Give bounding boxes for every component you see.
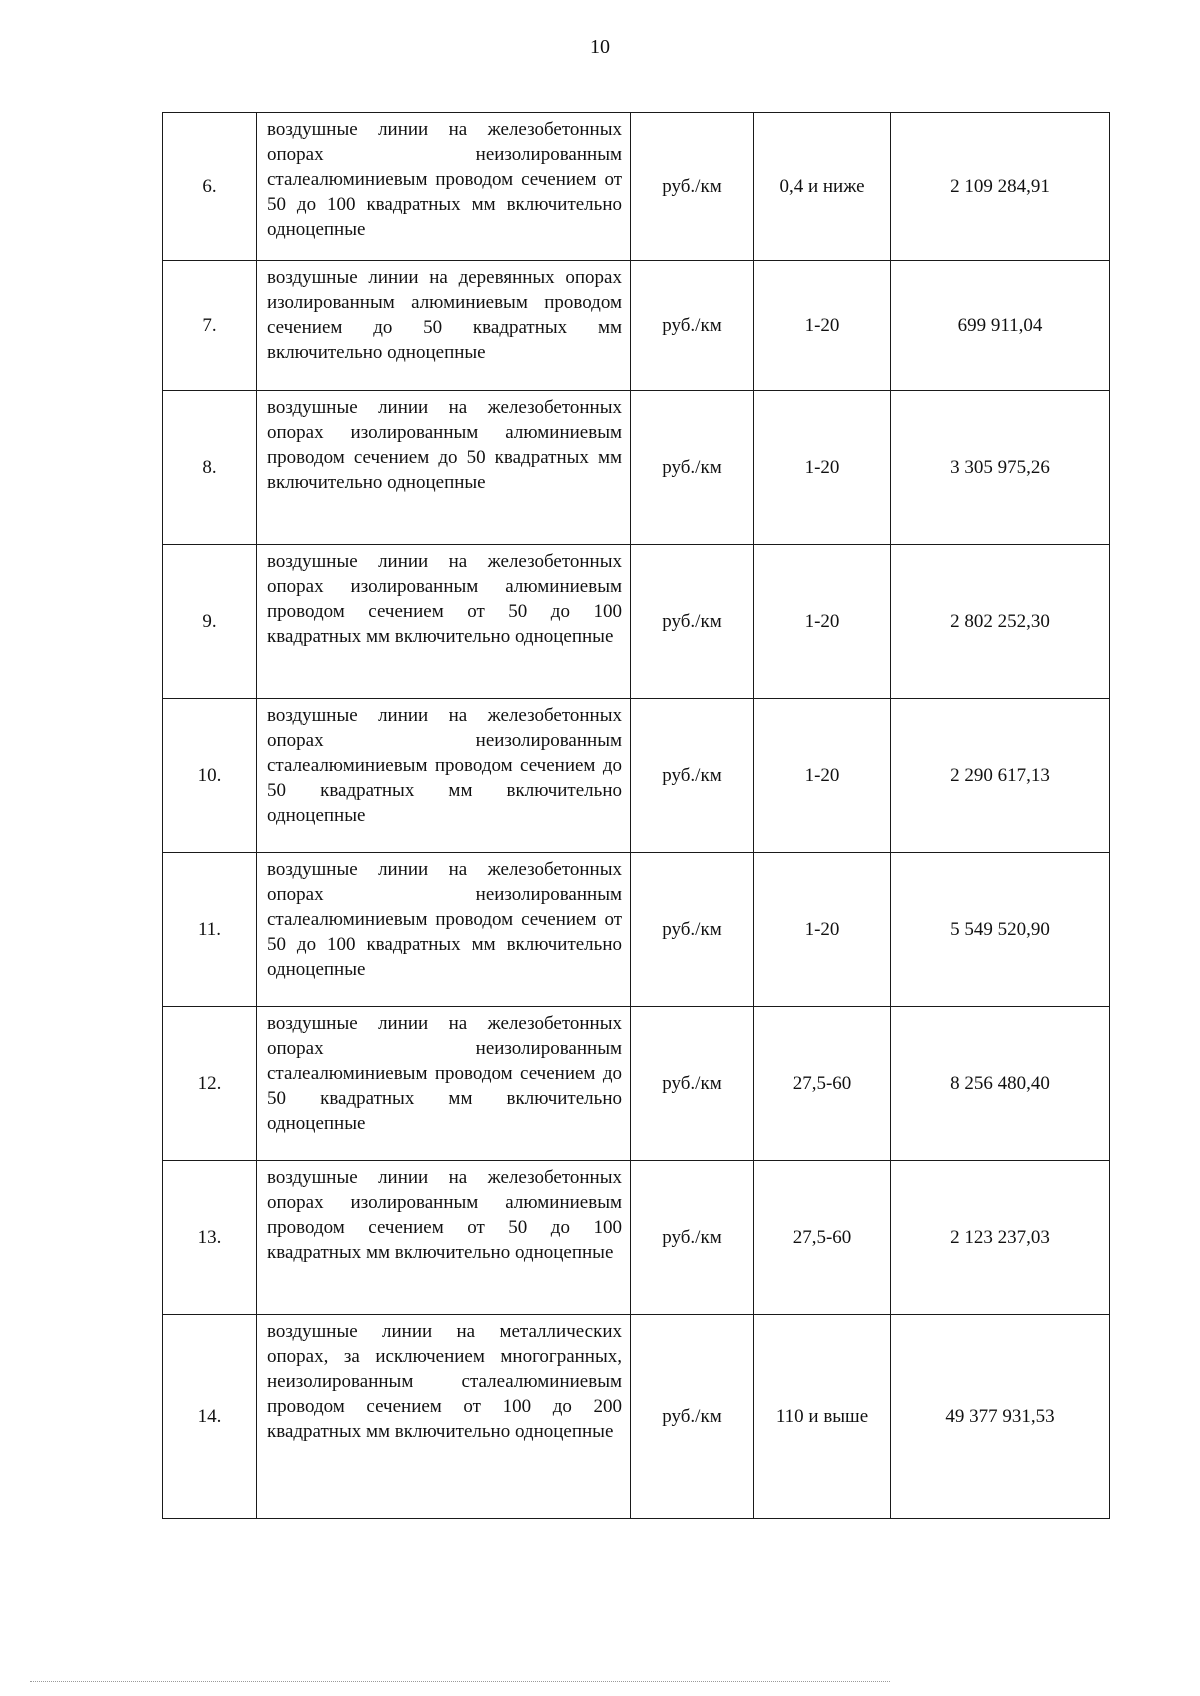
row-price: 3 305 975,26	[891, 391, 1110, 545]
scan-edge-line	[30, 1681, 890, 1682]
row-number: 8.	[163, 391, 257, 545]
row-voltage: 1-20	[754, 699, 891, 853]
row-unit: руб./км	[631, 261, 754, 391]
row-unit: руб./км	[631, 113, 754, 261]
row-unit: руб./км	[631, 853, 754, 1007]
row-unit: руб./км	[631, 545, 754, 699]
table-row	[163, 113, 1110, 261]
table-row	[163, 391, 1110, 545]
row-unit: руб./км	[631, 391, 754, 545]
row-number: 9.	[163, 545, 257, 699]
row-price: 2 290 617,13	[891, 699, 1110, 853]
row-voltage: 110 и выше	[754, 1315, 891, 1519]
table-row	[163, 853, 1110, 1007]
row-price: 2 123 237,03	[891, 1161, 1110, 1315]
table-row	[163, 1315, 1110, 1519]
row-price: 2 802 252,30	[891, 545, 1110, 699]
row-unit: руб./км	[631, 1007, 754, 1161]
row-price: 699 911,04	[891, 261, 1110, 391]
row-voltage: 27,5-60	[754, 1007, 891, 1161]
row-unit: руб./км	[631, 699, 754, 853]
row-unit: руб./км	[631, 1161, 754, 1315]
row-voltage: 1-20	[754, 853, 891, 1007]
table-row	[163, 699, 1110, 853]
row-voltage: 1-20	[754, 545, 891, 699]
row-price: 2 109 284,91	[891, 113, 1110, 261]
row-description: воздушные линии на железобетонных опорах изолированным алюминиевым проводом сечением от 50 до 100 квадратных мм включительно одноцепные	[257, 1161, 631, 1315]
page-number: 10	[590, 36, 610, 58]
table-row	[163, 1007, 1110, 1161]
row-number: 7.	[163, 261, 257, 391]
tariff-table	[162, 112, 1110, 1519]
row-number: 14.	[163, 1315, 257, 1519]
row-price: 5 549 520,90	[891, 853, 1110, 1007]
row-voltage: 0,4 и ниже	[754, 113, 891, 261]
row-unit: руб./км	[631, 1315, 754, 1519]
row-description: воздушные линии на деревянных опорах изолированным алюминиевым проводом сечением до 50 квадратных мм включительно одноцепные	[257, 261, 631, 391]
row-price: 49 377 931,53	[891, 1315, 1110, 1519]
row-description: воздушные линии на железобетонных опорах неизолированным сталеалюминиевым проводом сечением от 50 до 100 квадратных мм включительно одноцепные	[257, 113, 631, 261]
row-description: воздушные линии на железобетонных опорах изолированным алюминиевым проводом сечением от 50 до 100 квадратных мм включительно одноцепные	[257, 545, 631, 699]
row-description: воздушные линии на железобетонных опорах неизолированным сталеалюминиевым проводом сечением до 50 квадратных мм включительно одноцепные	[257, 1007, 631, 1161]
row-description: воздушные линии на железобетонных опорах изолированным алюминиевым проводом сечением до 50 квадратных мм включительно одноцепные	[257, 391, 631, 545]
table-row	[163, 545, 1110, 699]
row-description: воздушные линии на металлических опорах, за исключением многогранных, неизолированным сталеалюминиевым проводом сечением от 100 до 200 квадратных мм включительно одноцепные	[257, 1315, 631, 1519]
row-number: 12.	[163, 1007, 257, 1161]
table-row	[163, 1161, 1110, 1315]
row-number: 13.	[163, 1161, 257, 1315]
row-price: 8 256 480,40	[891, 1007, 1110, 1161]
row-number: 6.	[163, 113, 257, 261]
table-row	[163, 261, 1110, 391]
row-voltage: 1-20	[754, 261, 891, 391]
row-description: воздушные линии на железобетонных опорах неизолированным сталеалюминиевым проводом сечением до 50 квадратных мм включительно одноцепные	[257, 699, 631, 853]
row-voltage: 27,5-60	[754, 1161, 891, 1315]
row-description: воздушные линии на железобетонных опорах неизолированным сталеалюминиевым проводом сечением от 50 до 100 квадратных мм включительно одноцепные	[257, 853, 631, 1007]
row-number: 10.	[163, 699, 257, 853]
row-voltage: 1-20	[754, 391, 891, 545]
row-number: 11.	[163, 853, 257, 1007]
